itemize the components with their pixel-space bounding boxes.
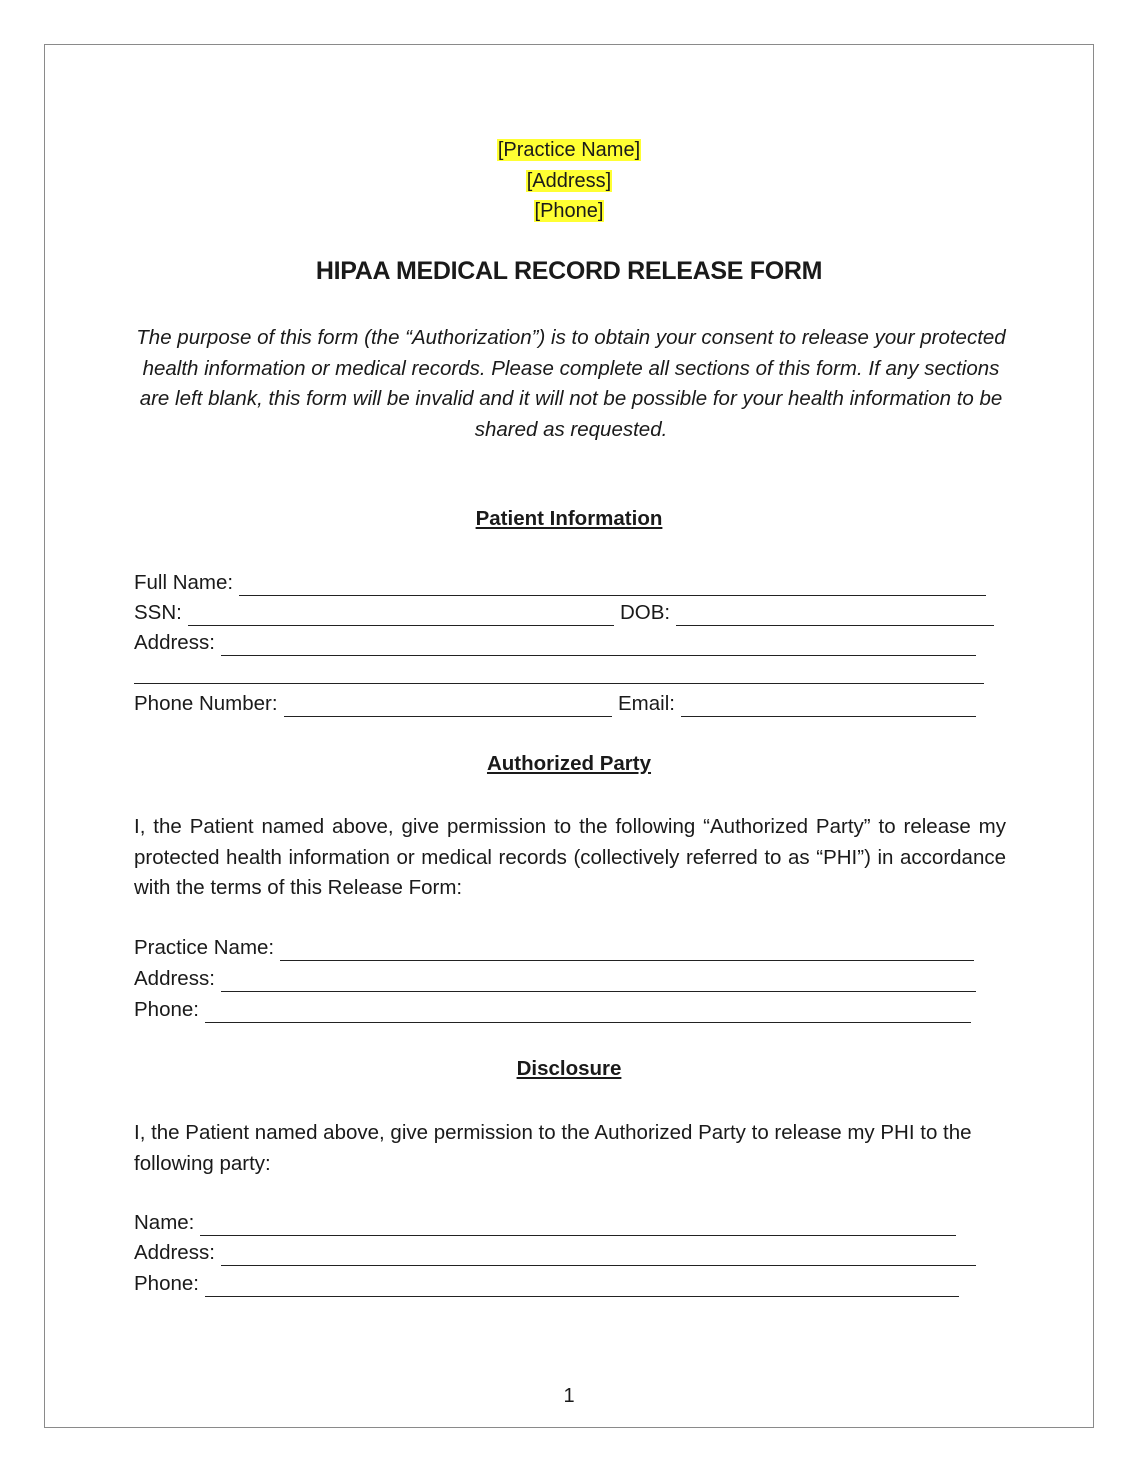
full-name-label: Full Name: — [134, 571, 234, 594]
address-placeholder — [45, 168, 1093, 194]
ssn-field[interactable] — [134, 600, 614, 626]
email-label: Email: — [618, 692, 675, 715]
dob-line[interactable] — [676, 607, 994, 626]
disclosure-address-field[interactable] — [134, 1240, 976, 1266]
disclosure-name-field[interactable] — [134, 1210, 956, 1236]
full-name-line[interactable] — [239, 577, 986, 596]
ssn-label: SSN: — [134, 601, 182, 624]
intro-paragraph: The purpose of this form (the “Authorization”) is to obtain your consent to release your protected health information or medical records. Please complete all sections of this form. If any sections are left blank, this form will be invalid and it will not be possible for your health information to be shared as requested. — [136, 326, 1006, 441]
disclosure-phone-label: Phone: — [134, 1272, 199, 1295]
email-field[interactable] — [618, 691, 976, 717]
authorized-practice-name-label: Practice Name: — [134, 936, 275, 959]
authorized-phone-line[interactable] — [205, 1004, 971, 1023]
phone-highlight: [Phone] — [534, 200, 604, 222]
practice-name-highlight: [Practice Name] — [497, 139, 641, 161]
practice-name-placeholder — [45, 137, 1093, 163]
disclosure-phone-line[interactable] — [205, 1278, 959, 1297]
disclosure-name-line[interactable] — [200, 1217, 956, 1236]
authorized-address-line[interactable] — [221, 973, 976, 992]
full-name-field[interactable] — [134, 570, 986, 596]
dob-label: DOB: — [620, 601, 671, 624]
disclosure-heading: Disclosure — [516, 1057, 622, 1080]
authorized-party-paragraph: I, the Patient named above, give permission to the following “Authorized Party” to release my protected health information or medical records (collectively referred to as “PHI”) in accordance with the terms of this Release Form: — [134, 815, 1006, 899]
email-line[interactable] — [681, 698, 976, 717]
phone-placeholder — [45, 198, 1093, 224]
authorized-practice-name-field[interactable] — [134, 935, 974, 961]
authorized-phone-field[interactable] — [134, 997, 971, 1023]
phone-number-line[interactable] — [284, 698, 612, 717]
document-page — [44, 44, 1094, 1428]
authorized-phone-label: Phone: — [134, 998, 199, 1021]
form-title: HIPAA MEDICAL RECORD RELEASE FORM — [315, 257, 823, 285]
patient-address-line[interactable] — [221, 637, 976, 656]
disclosure-phone-field[interactable] — [134, 1271, 959, 1297]
authorized-practice-name-line[interactable] — [280, 942, 974, 961]
patient-address-label: Address: — [134, 631, 215, 654]
disclosure-address-line[interactable] — [221, 1247, 976, 1266]
patient-information-heading: Patient Information — [475, 507, 663, 530]
authorized-address-field[interactable] — [134, 966, 976, 992]
phone-number-field[interactable] — [134, 691, 612, 717]
disclosure-name-label: Name: — [134, 1211, 195, 1234]
authorized-address-label: Address: — [134, 967, 215, 990]
ssn-line[interactable] — [188, 607, 614, 626]
dob-field[interactable] — [620, 600, 994, 626]
address-highlight: [Address] — [526, 170, 612, 192]
page-number: 1 — [563, 1385, 575, 1407]
phone-number-label: Phone Number: — [134, 692, 278, 715]
patient-address-field[interactable] — [134, 630, 976, 656]
disclosure-paragraph: I, the Patient named above, give permission to the Authorized Party to release my PHI to the following party: — [134, 1121, 972, 1175]
patient-address-line-2[interactable] — [134, 683, 984, 684]
authorized-party-heading: Authorized Party — [486, 752, 652, 775]
disclosure-address-label: Address: — [134, 1241, 215, 1264]
